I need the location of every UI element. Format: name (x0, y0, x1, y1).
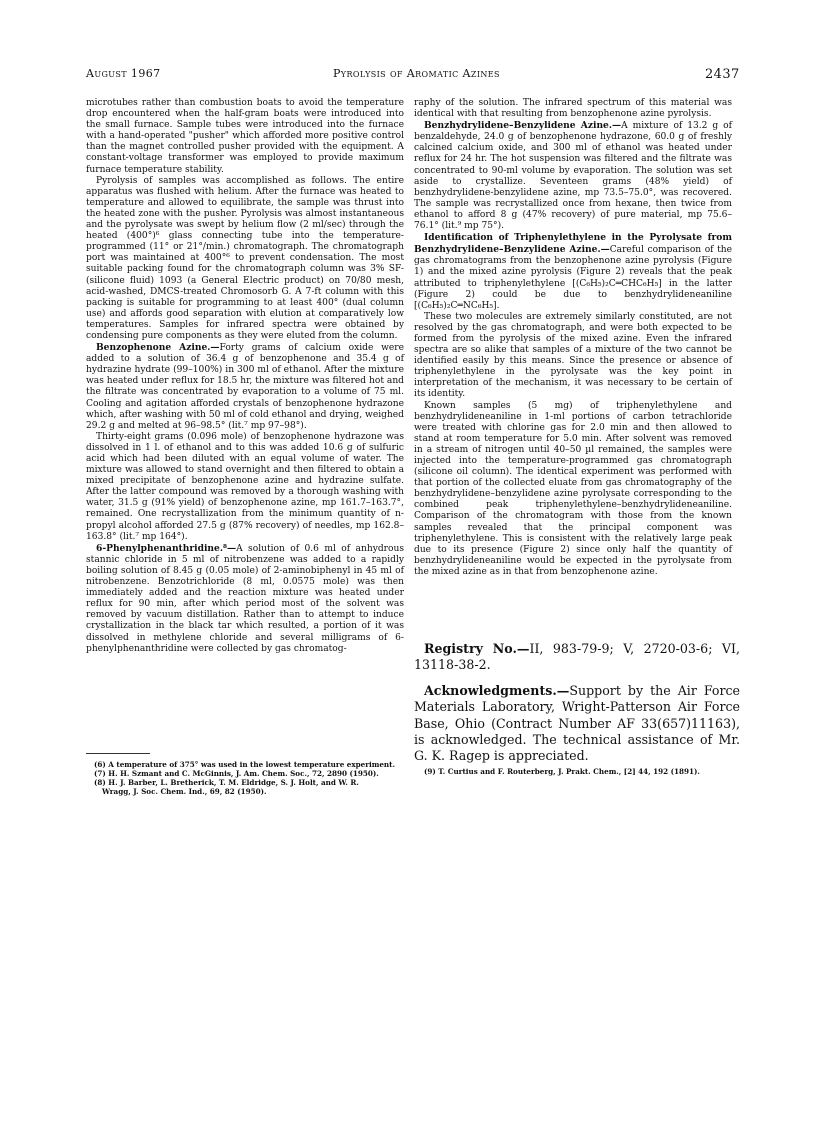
paragraph: Known samples (5 mg) of triphenylethylene and benzhydrylideneaniline in 1-ml portions of carbon tetrachloride were treated with chlorine gas for 2.0 min and then allowed to stand at room temperature for 5.0 min. After solvent was removed in a stream of nitrogen until 40–50 µl remained, the samples were injected into the temperature-programmed gas chromatograph (silicone oil column). The identical experiment was performed with that portion of the collected eluate from gas chromatography of the benzhydrylidene–benzylidene azine pyrolysate corresponding to the combined peak triphenylethylene–benzhydrylideneaniline. Comparison of the chromatogram with those from the known samples revealed that the principal component was triphenylethylene. This is consistent with the relatively large peak due to its presence (Figure 2) since only half the quantity of benzhydrylideneaniline would be expected in the pyrolysate from the mixed azine as in that from benzophenone azine. (414, 400, 732, 577)
page-number: 2437 (705, 67, 740, 82)
footnotes (86, 760, 404, 796)
section-heading: 6-Phenylphenanthridine.⁸— (96, 542, 237, 554)
running-header-title: Pyrolysis of Aromatic Azines (333, 67, 500, 80)
registry-label: Registry No.— (424, 641, 530, 656)
footnote-continuation: Wragg, J. Soc. Chem. Ind., 69, 82 (1950). (102, 787, 267, 796)
section-heading: Benzhydrylidene–Benzylidene Azine.— (424, 120, 622, 132)
paragraph (414, 232, 732, 312)
acknowledgments (414, 683, 740, 764)
section-heading: Benzophenone Azine.— (96, 342, 220, 354)
paragraph: raphy of the solution. The infrared spectrum of this material was identical with that resulting from benzophenone azine pyrolysis. (414, 98, 732, 120)
paragraph: Thirty-eight grams (0.096 mole) of benzophenone hydrazone was dissolved in 1 l. of ethanol and to this was added 10.6 g of sulfuric acid which had been diluted with an equal volume of water. The mixture was allowed to stand overnight and then filtered to obtain a mixed precipitate of benzophenone azine and hydrazine sulfate. After the latter compound was removed by a thorough washing with water, 31.5 g (91% yield) of benzophenone azine, mp 161.7–163.7°, remained. One recrystallization from the minimum quantity of n-propyl alcohol afforded 27.5 g (87% recovery) of needles, mp 162.8–163.8° (lit.⁷ mp 164°). (86, 431, 404, 542)
footnote: (7) H. H. Szmant and C. McGinnis, J. Am. Chem. Soc., 72, 2890 (1950). (94, 769, 379, 778)
registry-text: II, 983-79-9; V, 2720-03-6; VI, 13118-38-2. (414, 641, 740, 672)
footnote: (6) A temperature of 375° was used in the lowest temperature experiment. (94, 760, 395, 769)
paragraph: These two molecules are extremely similarly constituted, are not resolved by the gas chromatograph, and were both expected to be formed from the pyrolysis of the mixed azine. Even the infrared spectra are so alike that samples of a mixture of the two cannot be identified easily by this means. Since the presence or absence of triphenylethylene in the pyrolysate was the key point in interpretation of the mechanism, it was necessary to be certain of its identity. (414, 311, 732, 400)
footnote: (8) H. J. Barber, L. Bretherick, T. M. Eldridge, S. J. Holt, and W. R. (94, 778, 359, 787)
paragraph (86, 543, 404, 655)
right-column (414, 98, 732, 578)
paragraph-text: A mixture of 13.2 g of benzaldehyde, 24.0 g of benzophenone hydrazone, 60.0 g of freshly calcined calcium oxide, and 300 ml of ethanol was heated under reflux for 24 hr. The hot suspension was filtered and the filtrate was concentrated to 90-ml volume by evaporation. The solution was set aside to crystallize. Seventeen grams (48% yield) of benzhydrylidene-benzylidene azine, mp 73.5–75.0°, was recovered. The sample was recrystallized once from hexane, then twice from ethanol to afford 8 g (47% recovery) of pure material, mp 75.6–76.1° (lit.⁹ mp 75°). (414, 121, 733, 232)
running-header-date: August 1967 (86, 67, 161, 80)
acknowledgments-label: Acknowledgments.— (424, 683, 570, 698)
acknowledgments-text: Support by the Air Force Materials Laboratory, Wright-Patterson Air Force Base, Ohio (Contract Number AF 33(657)11163), is acknowledged. The technical assistance of Mr. G. K. Ragep is appreciated. (414, 683, 740, 764)
paragraph: microtubes rather than combustion boats to avoid the temperature drop encountered when the half-gram boats were introduced into the small furnace. Sample tubes were introduced into the furnace with a hand-operated "pusher" which afforded more positive control than the magnet controlled pusher provided with the equipment. A constant-voltage transformer was employed to provide maximum furnace temperature stability. (86, 98, 404, 175)
paragraph (414, 120, 732, 232)
paragraph-text: Forty grams of calcium oxide were added to a solution of 36.4 g of benzophenone and 35.4 g of hydrazine hydrate (99–100%) in 300 ml of ethanol. After the mixture was heated under reflux for 18.5 hr, the mixture was filtered hot and the filtrate was concentrated by evaporation to a volume of 75 ml. Cooling and agitation afforded crystals of benzophenone hydrazone which, after washing with 50 ml of cold ethanol and drying, weighed 29.2 g and melted at 96–98.5° (lit.⁷ mp 97–98°). (86, 343, 404, 431)
paragraph (86, 342, 404, 432)
section-heading: Identification of Triphenylethylene in the Pyrolysate from Benzhydrylidene–Benzylidene Azine.— (414, 232, 732, 256)
footnote: (9) T. Curtius and F. Routerberg, J. Prakt. Chem., [2] 44, 192 (1891). (424, 767, 700, 776)
left-column (86, 98, 404, 655)
registry-numbers (414, 641, 740, 673)
footnote-rule (86, 753, 150, 754)
paragraph-text: A solution of 0.6 ml of anhydrous stannic chloride in 5 ml of nitrobenzene was added to a rapidly boiling solution of 8.45 g (0.05 mole) of 2-aminobiphenyl in 45 ml of nitrobenzene. Benzotrichloride (8 ml, 0.0575 mole) was then immediately added and the reaction mixture was heated under reflux for 90 min, after which period most of the solvent was removed by vacuum distillation. Rather than to attempt to induce crystallization in the black tar which resulted, a portion of it was dissolved in methylene chloride and several milligrams of 6-phenylphenanthridine were collected by gas chromatog- (86, 543, 404, 654)
paragraph: Pyrolysis of samples was accomplished as follows. The entire apparatus was flushed with helium. After the furnace was heated to temperature and allowed to equilibrate, the sample was thrust into the heated zone with the pusher. Pyrolysis was almost instantaneous and the pyrolysate was swept by helium flow (2 ml/sec) through the heated (400°)⁶ glass connecting tube into the temperature-programmed (11° or 21°/min.) chromatograph. The chromatograph port was maintained at 400°⁶ to prevent condensation. The most suitable packing found for the chromatograph column was 3% SF- (silicone fluid) 1093 (a General Electric product) on 70/80 mesh, acid-washed, DMCS-treated Chromosorb G. A 7-ft column with this packing is suitable for programming to at least 400° (dual column use) and affords good separation with elution at comparatively low temperatures. Samples for infrared spectra were obtained by condensing pure components as they were eluted from the column. (86, 175, 404, 341)
paragraph-text: Careful comparison of the gas chromatograms from the benzophenone azine pyrolysis (Figure 1) and the mixed azine pyrolysis (Figure 2) reveals that the peak attributed to triphenylethylene [(C₆H₅)₂C═CHC₆H₅] in the latter (Figure 2) could be due to benzhydrylideneaniline [(C₆H₅)₂C═NC₆H₅]. (414, 245, 732, 311)
